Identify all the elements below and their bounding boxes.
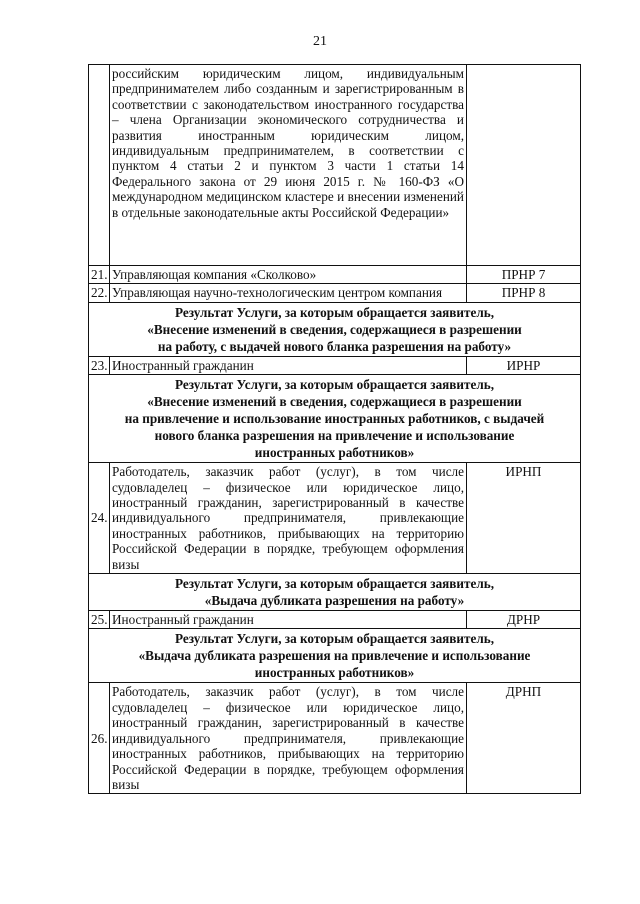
- row-text-cell: Управляющая компания «Сколково»: [110, 266, 467, 284]
- row-number-cell: 22.: [89, 284, 110, 302]
- page-number: 21: [313, 34, 327, 49]
- row-number-cell: 26.: [89, 683, 110, 794]
- section-header-row: [89, 302, 581, 356]
- section-header-line: Результат Услуги, за которым обращается заявитель,: [174, 377, 495, 393]
- row-text-cell: Иностранный гражданин: [110, 356, 467, 374]
- row-text-cell: Работодатель, заказчик работ (услуг), в том числе судовладелец – физическое или юридическое лицо, иностранный гражданин, зарегистрированный в качестве индивидуального предпринимателя, привлекающие иностранных работников, прибывающих на территорию Российской Федерации в порядке, требующем оформления визы: [110, 463, 467, 574]
- row-number-cell: 23.: [89, 356, 110, 374]
- row-text-cell: Иностранный гражданин: [110, 611, 467, 629]
- row-text-cell: Работодатель, заказчик работ (услуг), в том числе судовладелец – физическое или юридическое лицо, иностранный гражданин, зарегистрированный в качестве индивидуального предпринимателя, привлекающие иностранных работников, прибывающих на территорию Российской Федерации в порядке, требующем оформления визы: [110, 683, 467, 794]
- section-header-row: [89, 375, 581, 463]
- section-header-line: «Выдача дубликата разрешения на привлечение и использование: [138, 648, 531, 664]
- continuation-row: [89, 65, 581, 266]
- row-number-cell: 25.: [89, 611, 110, 629]
- row-number-cell: [89, 65, 110, 266]
- applicants-table: [88, 64, 581, 794]
- section-header-line: «Выдача дубликата разрешения на работу»: [204, 593, 465, 609]
- section-header-line: «Внесение изменений в сведения, содержащиеся в разрешении: [147, 321, 522, 337]
- table-row: [89, 356, 581, 374]
- row-number-cell: 21.: [89, 266, 110, 284]
- row-code-cell: ПРНР 7: [467, 266, 581, 284]
- section-header: [89, 302, 581, 356]
- table-row: [89, 266, 581, 284]
- section-header-line: «Внесение изменений в сведения, содержащиеся в разрешении: [147, 394, 522, 410]
- row-code-cell: ДРНП: [467, 683, 581, 794]
- section-header-line: Результат Услуги, за которым обращается заявитель,: [174, 304, 495, 320]
- section-header-row: [89, 574, 581, 611]
- row-code-cell: ПРНР 8: [467, 284, 581, 302]
- section-header-line: иностранных работников»: [254, 445, 415, 461]
- table-row: [89, 284, 581, 302]
- section-header: [89, 574, 581, 611]
- row-code-cell: ИРНП: [467, 463, 581, 574]
- row-code-cell: ИРНР: [467, 356, 581, 374]
- section-header: [89, 375, 581, 463]
- section-header-line: нового бланка разрешения на привлечение и использование: [154, 428, 515, 444]
- table-row: [89, 463, 581, 574]
- row-code-cell: ДРНР: [467, 611, 581, 629]
- section-header-line: Результат Услуги, за которым обращается заявитель,: [174, 631, 495, 647]
- section-header-row: [89, 629, 581, 683]
- section-header: [89, 629, 581, 683]
- row-text-cell: российским юридическим лицом, индивидуальным предпринимателем либо созданным и зарегистрированным в соответствии с законодательством иностранного государства – члена Организации экономического сотрудничества и развития иностранным юридическим лицом, индивидуальным предпринимателем, в соответствии с пунктом 4 статьи 2 и пунктом 3 части 1 статьи 14 Федерального закона от 29 июня 2015 г. № 160-ФЗ «О международном медицинском кластере и внесении изменений в отдельные законодательные акты Российской Федерации»: [110, 65, 467, 266]
- row-code-cell: [467, 65, 581, 266]
- section-header-line: иностранных работников»: [254, 665, 415, 681]
- section-header-line: на привлечение и использование иностранных работников, с выдачей: [124, 411, 545, 427]
- row-text-cell: Управляющая научно-технологическим центром компания: [110, 284, 467, 302]
- table-row: [89, 683, 581, 794]
- section-header-line: Результат Услуги, за которым обращается заявитель,: [174, 576, 495, 592]
- table-row: [89, 611, 581, 629]
- row-number-cell: 24.: [89, 463, 110, 574]
- section-header-line: на работу, с выдачей нового бланка разрешения на работу»: [157, 338, 512, 354]
